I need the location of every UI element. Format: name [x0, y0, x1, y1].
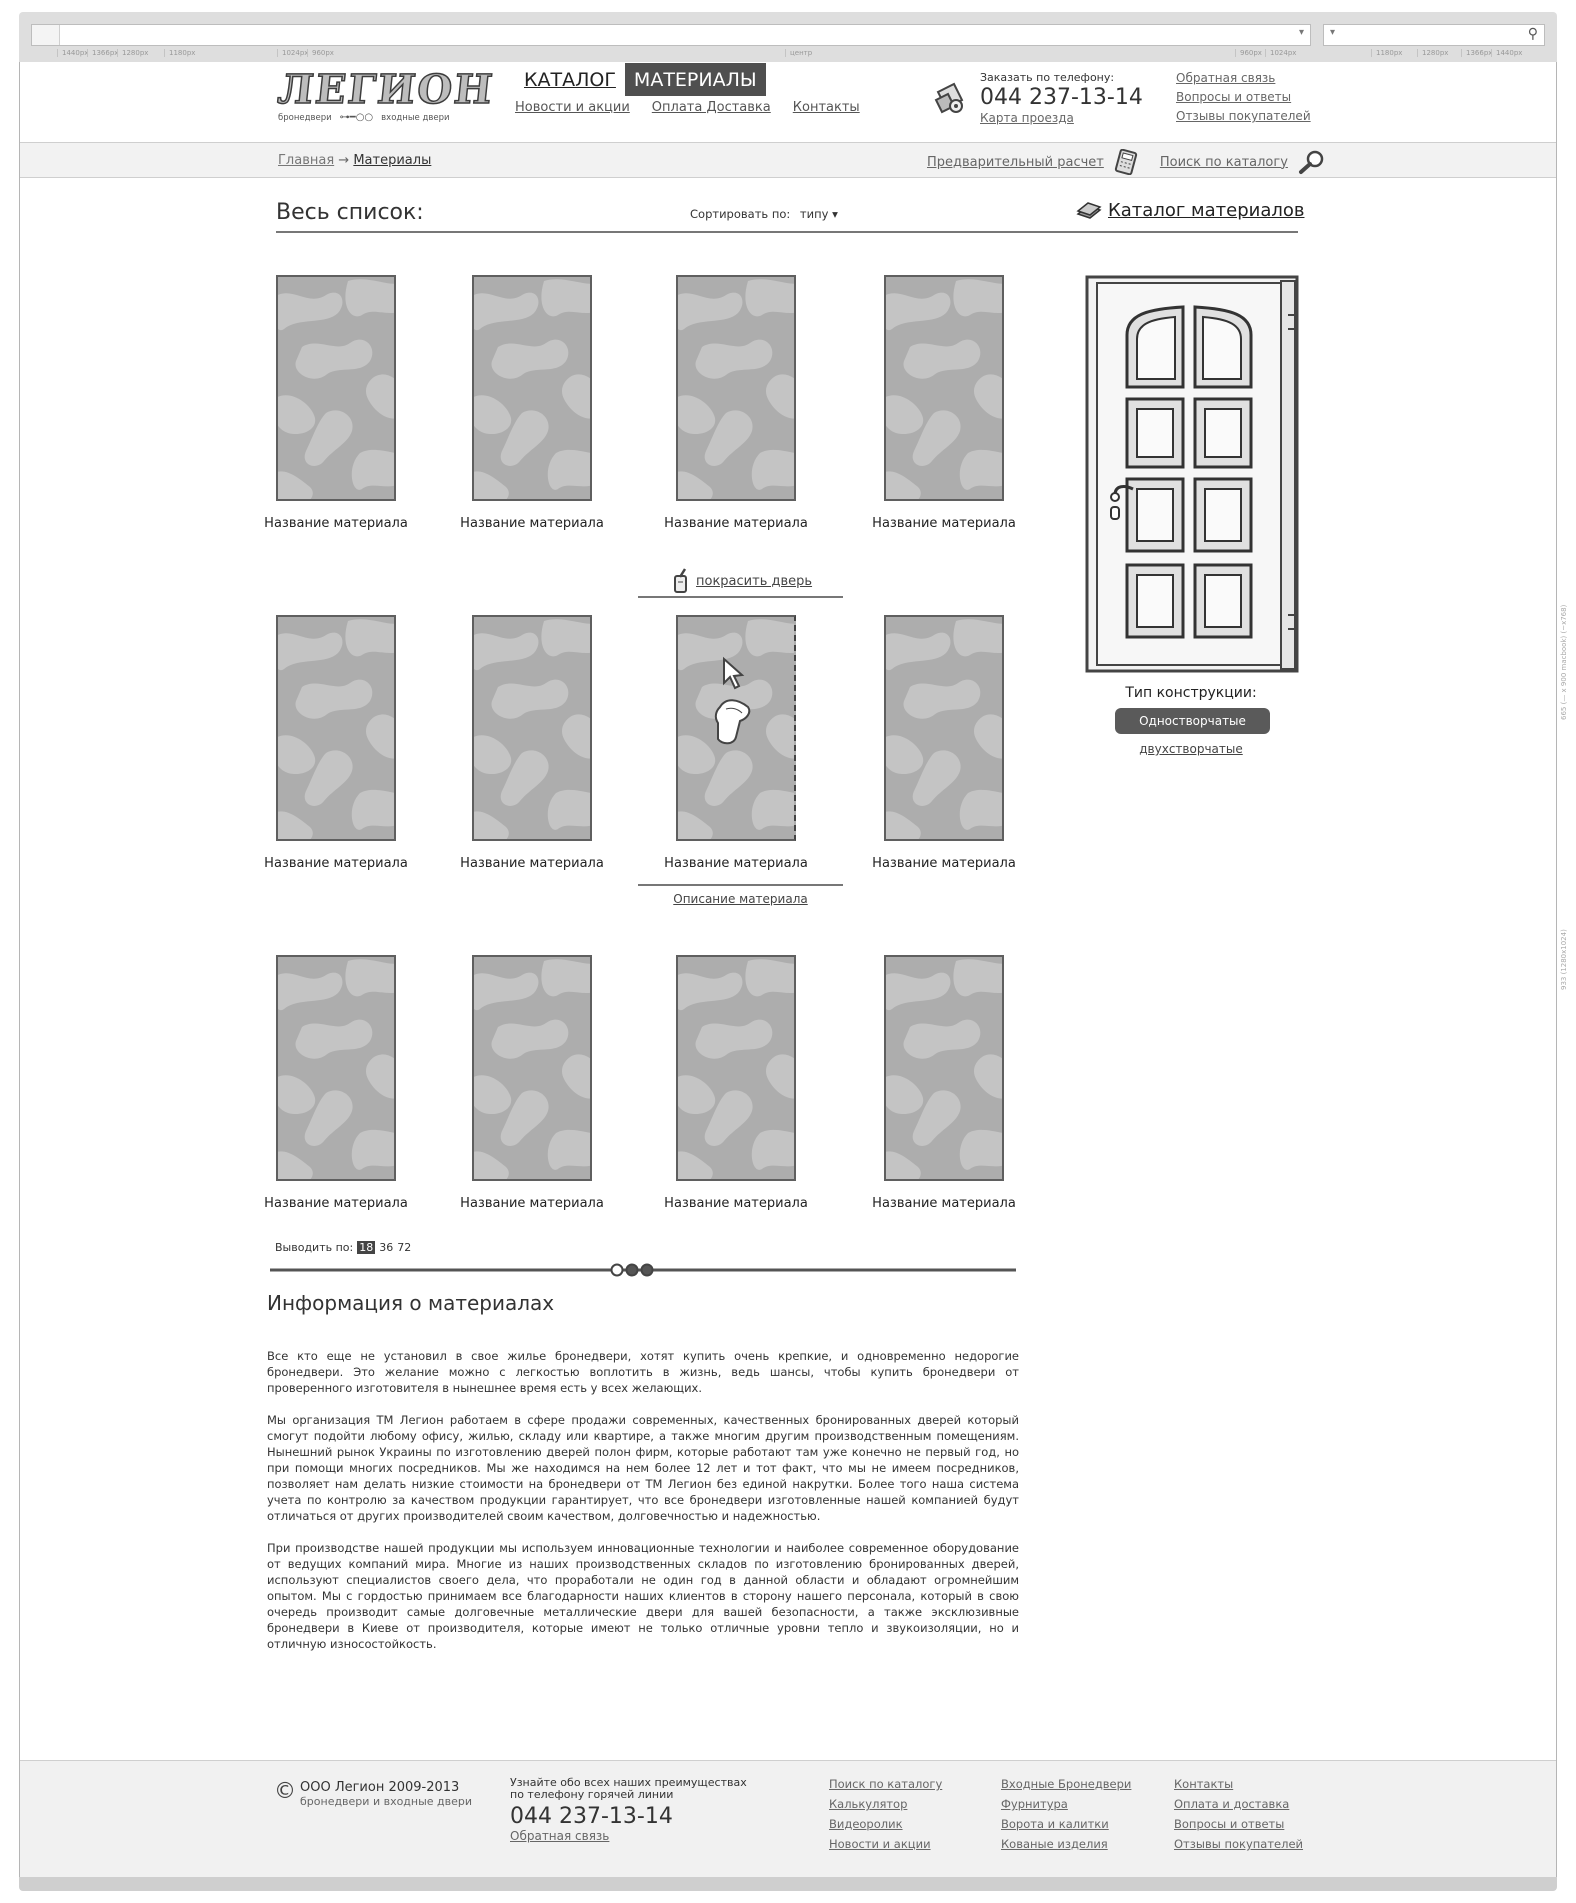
phone-icon — [932, 80, 970, 116]
material-card[interactable] — [256, 275, 416, 531]
hotline-text: Узнайте обо всех наших преимуществах — [510, 1776, 747, 1789]
per-page-option[interactable]: 36 — [379, 1241, 394, 1254]
stack-icon — [1076, 202, 1102, 220]
material-card[interactable] — [656, 275, 816, 531]
material-name[interactable]: Название материала — [872, 1196, 1016, 1211]
footer-link[interactable]: Кованые изделия — [1001, 1837, 1108, 1851]
reviews-link[interactable]: Отзывы покупателей — [1176, 109, 1311, 123]
footer-company — [300, 1780, 472, 1808]
footer-link[interactable]: Вопросы и ответы — [1174, 1817, 1285, 1831]
nav-catalog[interactable]: КАТАЛОГ — [524, 69, 616, 91]
material-name[interactable]: Название материала — [264, 1196, 408, 1211]
info-text — [267, 1348, 1019, 1668]
breadcrumb-bar — [20, 142, 1556, 178]
phone-number[interactable]: 044 237-13-14 — [980, 85, 1143, 110]
search-icon[interactable]: ⚲ — [1527, 26, 1538, 42]
material-swatch[interactable] — [276, 955, 396, 1181]
material-swatch[interactable] — [676, 275, 796, 501]
ruler-mark: 960px — [1235, 49, 1266, 57]
material-card[interactable] — [256, 955, 416, 1211]
footer-link[interactable]: Видеоролик — [829, 1817, 903, 1831]
list-divider — [276, 231, 1298, 233]
material-card[interactable] — [864, 955, 1024, 1211]
material-swatch[interactable] — [472, 955, 592, 1181]
footer-col-3 — [1174, 1777, 1303, 1851]
hotline-text: по телефону горячей линии — [510, 1788, 674, 1801]
nav-payment-delivery[interactable]: Оплата Доставка — [651, 100, 771, 115]
construction-type-label: Тип конструкции: — [1125, 685, 1257, 701]
address-bar[interactable] — [31, 24, 1311, 46]
breadcrumb — [278, 153, 431, 168]
material-card-hovered[interactable] — [656, 615, 816, 871]
footer-col-2 — [1001, 1777, 1131, 1851]
material-card[interactable] — [656, 955, 816, 1211]
footer-link[interactable]: Отзывы покупателей — [1174, 1837, 1304, 1851]
material-card[interactable] — [864, 615, 1024, 871]
double-leaf-link[interactable]: двухстворчатые — [1139, 742, 1243, 756]
paint-brush-icon — [672, 568, 690, 594]
drag-hand-icon — [678, 617, 796, 841]
footer-company-name: ООО Легион 2009-2013 — [300, 1780, 460, 1795]
page-dot[interactable] — [627, 1265, 638, 1276]
per-page-option[interactable]: 72 — [397, 1241, 412, 1254]
material-name[interactable]: Название материала — [872, 856, 1016, 871]
paint-door-label[interactable]: покрасить дверь — [696, 573, 813, 589]
breadcrumb-home[interactable]: Главная — [278, 153, 335, 168]
footer-link[interactable]: Новости и акции — [829, 1837, 931, 1851]
ruler-center: центр — [785, 49, 816, 57]
ruler-mark: 1180px — [1371, 49, 1406, 57]
material-name[interactable]: Название материала — [664, 1196, 808, 1211]
footer-link[interactable]: Ворота и калитки — [1001, 1817, 1109, 1831]
calc-link[interactable]: Предварительный расчет — [927, 154, 1104, 170]
sort-control — [690, 207, 838, 221]
pagination-slider[interactable] — [268, 1260, 1018, 1280]
info-paragraph: Все кто еще не установил в свое жилье бронедвери, хотят купить очень крепкие, и одновременно недорогие бронедвери. Это желание можно с легкостью воплотить в жизнь, ведь шансы, чтобы купить бронедвери от проверенного изготовителя в нынешнее время есть у всех желающих. — [267, 1349, 1019, 1395]
hover-divider — [638, 884, 843, 886]
phone-label: Заказать по телефону: — [980, 71, 1115, 84]
single-leaf-button[interactable]: Одностворчатые — [1115, 708, 1270, 734]
footer-hotline — [510, 1777, 747, 1843]
footer-link[interactable]: Контакты — [1174, 1777, 1234, 1791]
address-favicon — [32, 25, 60, 45]
chevron-down-icon[interactable]: ▾ — [832, 207, 838, 221]
door-preview — [1085, 275, 1303, 673]
search-engine-dropdown-icon[interactable]: ▾ — [1330, 27, 1336, 38]
sort-select[interactable]: типу — [799, 207, 829, 221]
material-name[interactable]: Название материала — [460, 516, 604, 531]
material-name[interactable]: Название материала — [664, 516, 808, 531]
magnifier-icon[interactable] — [1296, 149, 1326, 175]
info-title: Информация о материалах — [267, 1291, 555, 1315]
logo-tagline-right: входные двери — [381, 112, 450, 123]
material-name[interactable]: Название материала — [664, 856, 808, 871]
browser-chrome — [19, 12, 1557, 62]
nav-news[interactable]: Новости и акции — [515, 100, 630, 115]
materials-catalog-link[interactable] — [1076, 200, 1304, 221]
logo-tagline-left: бронедвери — [278, 112, 332, 123]
calculator-icon[interactable] — [1112, 149, 1140, 175]
sort-label: Сортировать по: — [690, 207, 791, 221]
copyright-icon: © — [274, 1779, 296, 1804]
nav-contacts[interactable]: Контакты — [792, 100, 860, 115]
site-logo[interactable] — [275, 66, 497, 123]
feedback-link[interactable]: Обратная связь — [1176, 71, 1276, 85]
ruler-mark: 1280px — [1417, 49, 1452, 57]
breadcrumb-arrow: → — [338, 153, 350, 168]
per-page-option-selected[interactable]: 18 — [359, 1241, 374, 1254]
footer-feedback-link[interactable]: Обратная связь — [510, 1829, 610, 1843]
info-paragraph: При производстве нашей продукции мы используем инновационные технологии и наиболее современное оборудование от ведущих компаний мира. Многие из наших производственных складов по изготовлению бронированных дверей, используют специалистов своего дела, что проработали не один год в данной области и обладают огромнейшим опытом. Мы с гордостью принимаем все благодарности наших клиентов в сторону нашего персонала, который в свою очередь производит самые долговечные металлические двери для вашей безопасности, а также эксклюзивные бронедвери в Киеве от производителя, которые имеют не только отличные уровни тепло и звукоизоляции, но и отличную износостойкость. — [267, 1541, 1019, 1651]
material-swatch[interactable] — [884, 615, 1004, 841]
paint-door-link[interactable] — [672, 568, 812, 594]
per-page-control — [275, 1241, 411, 1254]
material-card[interactable] — [256, 615, 416, 871]
ruler-mark: 1440px — [57, 49, 92, 57]
footer-link[interactable]: Калькулятор — [829, 1797, 908, 1811]
footer-link[interactable]: Оплата и доставка — [1174, 1797, 1290, 1811]
ruler-mark: 1180px — [164, 49, 199, 57]
material-swatch[interactable] — [676, 615, 796, 841]
main-nav — [515, 63, 766, 96]
ruler-mark: 1024px — [1265, 49, 1300, 57]
key-icon: ⊶━○○ — [339, 112, 374, 123]
browser-search-box[interactable] — [1323, 24, 1545, 46]
breadcrumb-tools — [927, 149, 1326, 175]
material-swatch[interactable] — [472, 615, 592, 841]
side-note: 665 (— x 900 macbook) (~x768) — [1560, 604, 1568, 720]
header-links — [1176, 71, 1311, 123]
width-ruler — [19, 48, 1557, 60]
material-name[interactable]: Название материала — [460, 1196, 604, 1211]
material-swatch[interactable] — [276, 275, 396, 501]
footer-phone-number[interactable]: 044 237-13-14 — [510, 1804, 673, 1829]
list-title: Весь список: — [276, 200, 424, 225]
per-page-label: Выводить по: — [275, 1241, 354, 1254]
material-name[interactable]: Название материала — [264, 856, 408, 871]
ruler-mark: 1366px — [1461, 49, 1496, 57]
page-dot[interactable] — [642, 1265, 653, 1276]
footer-company-sub: бронедвери и входные двери — [300, 1795, 473, 1808]
faq-link[interactable]: Вопросы и ответы — [1176, 90, 1292, 104]
material-card[interactable] — [452, 955, 612, 1211]
hover-divider — [638, 596, 843, 598]
material-swatch[interactable] — [884, 955, 1004, 1181]
ruler-mark: 1024px — [277, 49, 312, 57]
material-name[interactable]: Название материала — [872, 516, 1016, 531]
material-card[interactable] — [452, 275, 612, 531]
ruler-mark: 1280px — [117, 49, 152, 57]
material-swatch[interactable] — [884, 275, 1004, 501]
footer-link[interactable]: Фурнитура — [1001, 1797, 1068, 1811]
page-dot[interactable] — [612, 1265, 623, 1276]
logo-tagline — [278, 112, 488, 123]
header-phone — [980, 71, 1143, 125]
material-swatch[interactable] — [276, 615, 396, 841]
material-card[interactable] — [864, 275, 1024, 531]
footer-col-1 — [829, 1777, 942, 1851]
ruler-mark: 1440px — [1491, 49, 1526, 57]
material-name[interactable]: Название материала — [460, 856, 604, 871]
address-dropdown-icon[interactable]: ▾ — [1298, 27, 1304, 38]
material-card[interactable] — [452, 615, 612, 871]
footer — [20, 1760, 1556, 1877]
breadcrumb-current[interactable]: Материалы — [353, 153, 432, 168]
browser-bottom-bar — [19, 1877, 1557, 1891]
material-description-link[interactable]: Описание материала — [673, 892, 808, 906]
ruler-mark: 1366px — [87, 49, 122, 57]
footer-link[interactable]: Поиск по каталогу — [829, 1777, 943, 1791]
info-paragraph: Мы организация ТМ Легион работаем в сфере продажи современных, качественных бронированных дверей который смогут подойти любому офису, жилью, складу или квартире, а также многим другим производственным помещениям. Нынешний рынок Украины по изготовлению дверей полон фирм, которые работают там уже конечно не первый год, но при помощи многих посредников. Мы же находимся на нем более 12 лет и тот факт, что мы не имеем посредников, позволяет нам делать низкие стоимости на бронедвери от ТМ Легион без единой накрутки. Более того наша система учета по контролю за качеством продукции гарантирует, что все бронедвери изготовленные нашей компанией будут отличаться от других производителей своим качеством, долговечностью и надежностью. — [267, 1413, 1019, 1523]
side-note: 933 (1280x1024) — [1560, 929, 1568, 990]
footer-link[interactable]: Входные Бронедвери — [1001, 1777, 1132, 1791]
material-swatch[interactable] — [676, 955, 796, 1181]
material-swatch[interactable] — [472, 275, 592, 501]
ruler-mark: 960px — [307, 49, 338, 57]
map-link[interactable]: Карта проезда — [980, 111, 1074, 125]
nav-materials[interactable]: МАТЕРИАЛЫ — [625, 63, 766, 96]
material-name[interactable]: Название материала — [264, 516, 408, 531]
materials-catalog-label[interactable]: Каталог материалов — [1108, 200, 1305, 221]
logo-wordmark: ЛЕГИОН — [275, 66, 497, 113]
catalog-search-link[interactable]: Поиск по каталогу — [1159, 154, 1288, 170]
sub-nav — [515, 100, 860, 115]
